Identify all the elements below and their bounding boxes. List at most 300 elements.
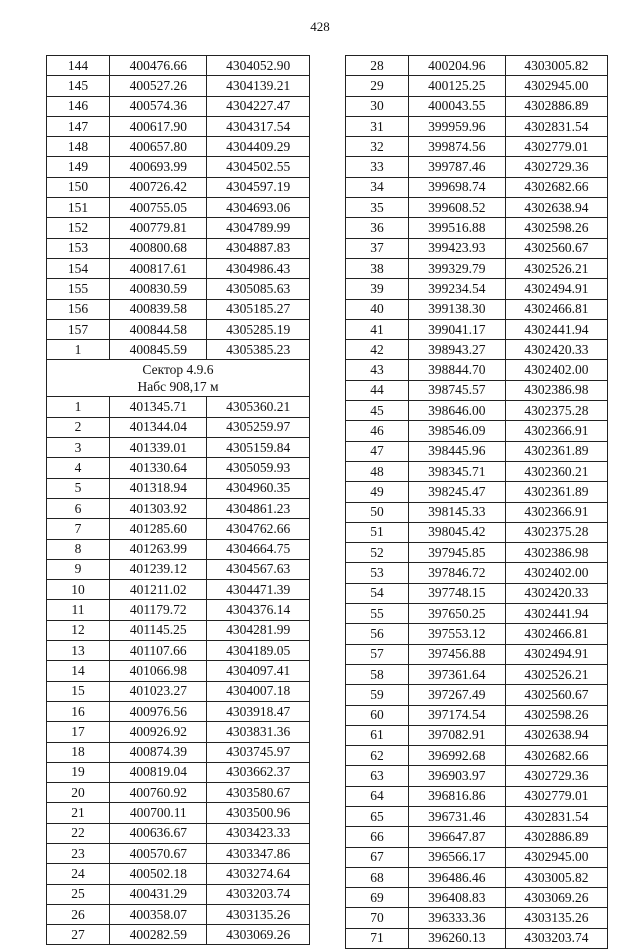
y-coordinate-cell: 4302361.89 (505, 482, 607, 502)
x-coordinate-cell: 400358.07 (110, 904, 207, 924)
x-coordinate-cell: 400800.68 (110, 238, 207, 258)
y-coordinate-cell: 4302560.67 (505, 238, 607, 258)
table-row (346, 908, 608, 928)
table-row (47, 864, 310, 884)
table-row (47, 438, 310, 458)
x-coordinate-cell: 399423.93 (408, 238, 505, 258)
x-coordinate-cell: 400693.99 (110, 157, 207, 177)
point-number-cell: 156 (47, 299, 110, 319)
point-number-cell: 18 (47, 742, 110, 762)
right-coordinates-table (345, 55, 608, 949)
y-coordinate-cell: 4302366.91 (505, 421, 607, 441)
x-coordinate-cell: 398646.00 (408, 401, 505, 421)
point-number-cell: 26 (47, 904, 110, 924)
x-coordinate-cell: 399787.46 (408, 157, 505, 177)
point-number-cell: 47 (346, 441, 409, 461)
x-coordinate-cell: 400874.39 (110, 742, 207, 762)
table-row (346, 583, 608, 603)
table-row (346, 218, 608, 238)
x-coordinate-cell: 398943.27 (408, 340, 505, 360)
y-coordinate-cell: 4302831.54 (505, 806, 607, 826)
point-number-cell: 149 (47, 157, 110, 177)
table-row (47, 238, 310, 258)
point-number-cell: 157 (47, 319, 110, 339)
y-coordinate-cell: 4304693.06 (207, 198, 310, 218)
table-row (47, 397, 310, 417)
table-row (346, 76, 608, 96)
table-row (346, 116, 608, 136)
point-number-cell: 144 (47, 56, 110, 76)
table-row (47, 458, 310, 478)
y-coordinate-cell: 4304960.35 (207, 478, 310, 498)
y-coordinate-cell: 4302420.33 (505, 583, 607, 603)
y-coordinate-cell: 4303203.74 (505, 928, 607, 948)
table-row (346, 401, 608, 421)
point-number-cell: 55 (346, 604, 409, 624)
point-number-cell: 71 (346, 928, 409, 948)
x-coordinate-cell: 401330.64 (110, 458, 207, 478)
table-row (346, 543, 608, 563)
y-coordinate-cell: 4303274.64 (207, 864, 310, 884)
x-coordinate-cell: 398546.09 (408, 421, 505, 441)
x-coordinate-cell: 397748.15 (408, 583, 505, 603)
table-row (47, 319, 310, 339)
y-coordinate-cell: 4302494.91 (505, 644, 607, 664)
x-coordinate-cell: 400700.11 (110, 803, 207, 823)
x-coordinate-cell: 399234.54 (408, 279, 505, 299)
table-row (47, 137, 310, 157)
x-coordinate-cell: 397082.91 (408, 725, 505, 745)
point-number-cell: 5 (47, 478, 110, 498)
y-coordinate-cell: 4302779.01 (505, 137, 607, 157)
table-row (47, 279, 310, 299)
y-coordinate-cell: 4305385.23 (207, 340, 310, 360)
x-coordinate-cell: 398045.42 (408, 522, 505, 542)
x-coordinate-cell: 396731.46 (408, 806, 505, 826)
x-coordinate-cell: 400125.25 (408, 76, 505, 96)
y-coordinate-cell: 4304861.23 (207, 498, 310, 518)
x-coordinate-cell: 401339.01 (110, 438, 207, 458)
x-coordinate-cell: 401285.60 (110, 519, 207, 539)
point-number-cell: 153 (47, 238, 110, 258)
y-coordinate-cell: 4304664.75 (207, 539, 310, 559)
y-coordinate-cell: 4305085.63 (207, 279, 310, 299)
y-coordinate-cell: 4303423.33 (207, 823, 310, 843)
table-row (346, 380, 608, 400)
y-coordinate-cell: 4304597.19 (207, 177, 310, 197)
y-coordinate-cell: 4302402.00 (505, 563, 607, 583)
x-coordinate-cell: 396333.36 (408, 908, 505, 928)
point-number-cell: 148 (47, 137, 110, 157)
y-coordinate-cell: 4302441.94 (505, 604, 607, 624)
table-row (346, 340, 608, 360)
y-coordinate-cell: 4303005.82 (505, 867, 607, 887)
table-row (47, 742, 310, 762)
x-coordinate-cell: 399516.88 (408, 218, 505, 238)
x-coordinate-cell: 400570.67 (110, 843, 207, 863)
point-number-cell: 66 (346, 827, 409, 847)
table-row (346, 664, 608, 684)
point-number-cell: 8 (47, 539, 110, 559)
y-coordinate-cell: 4304097.41 (207, 661, 310, 681)
x-coordinate-cell: 396816.86 (408, 786, 505, 806)
y-coordinate-cell: 4303069.26 (505, 888, 607, 908)
table-row (346, 766, 608, 786)
x-coordinate-cell: 397174.54 (408, 705, 505, 725)
y-coordinate-cell: 4303745.97 (207, 742, 310, 762)
y-coordinate-cell: 4302779.01 (505, 786, 607, 806)
x-coordinate-cell: 400845.59 (110, 340, 207, 360)
y-coordinate-cell: 4305159.84 (207, 438, 310, 458)
table-row (346, 299, 608, 319)
table-row (47, 340, 310, 360)
table-row (346, 279, 608, 299)
table-row (346, 157, 608, 177)
table-row (346, 644, 608, 664)
x-coordinate-cell: 401211.02 (110, 580, 207, 600)
x-coordinate-cell: 399608.52 (408, 198, 505, 218)
point-number-cell: 19 (47, 762, 110, 782)
point-number-cell: 56 (346, 624, 409, 644)
point-number-cell: 59 (346, 685, 409, 705)
point-number-cell: 61 (346, 725, 409, 745)
x-coordinate-cell: 398445.96 (408, 441, 505, 461)
x-coordinate-cell: 396647.87 (408, 827, 505, 847)
y-coordinate-cell: 4302598.26 (505, 218, 607, 238)
point-number-cell: 31 (346, 116, 409, 136)
x-coordinate-cell: 396408.83 (408, 888, 505, 908)
point-number-cell: 3 (47, 438, 110, 458)
table-row (47, 498, 310, 518)
x-coordinate-cell: 399874.56 (408, 137, 505, 157)
x-coordinate-cell: 400844.58 (110, 319, 207, 339)
point-number-cell: 60 (346, 705, 409, 725)
y-coordinate-cell: 4304567.63 (207, 559, 310, 579)
table-row (47, 519, 310, 539)
point-number-cell: 44 (346, 380, 409, 400)
table-row (47, 783, 310, 803)
y-coordinate-cell: 4302886.89 (505, 96, 607, 116)
y-coordinate-cell: 4302402.00 (505, 360, 607, 380)
table-row (47, 76, 310, 96)
point-number-cell: 68 (346, 867, 409, 887)
x-coordinate-cell: 400726.42 (110, 177, 207, 197)
x-coordinate-cell: 400617.90 (110, 116, 207, 136)
table-row (346, 198, 608, 218)
x-coordinate-cell: 400926.92 (110, 722, 207, 742)
x-coordinate-cell: 400282.59 (110, 925, 207, 945)
left-table-body-after-sector (47, 397, 310, 945)
point-number-cell: 25 (47, 884, 110, 904)
x-coordinate-cell: 400502.18 (110, 864, 207, 884)
point-number-cell: 38 (346, 258, 409, 278)
sector-header-cell (47, 360, 310, 397)
x-coordinate-cell: 401263.99 (110, 539, 207, 559)
table-row (346, 827, 608, 847)
point-number-cell: 20 (47, 783, 110, 803)
point-number-cell: 145 (47, 76, 110, 96)
table-row (47, 177, 310, 197)
x-coordinate-cell: 397361.64 (408, 664, 505, 684)
point-number-cell: 62 (346, 746, 409, 766)
y-coordinate-cell: 4305285.19 (207, 319, 310, 339)
table-row (47, 823, 310, 843)
x-coordinate-cell: 401303.92 (110, 498, 207, 518)
x-coordinate-cell: 400817.61 (110, 258, 207, 278)
y-coordinate-cell: 4303580.67 (207, 783, 310, 803)
table-row (346, 786, 608, 806)
point-number-cell: 43 (346, 360, 409, 380)
point-number-cell: 22 (47, 823, 110, 843)
point-number-cell: 7 (47, 519, 110, 539)
table-row (47, 681, 310, 701)
point-number-cell: 150 (47, 177, 110, 197)
x-coordinate-cell: 398745.57 (408, 380, 505, 400)
point-number-cell: 1 (47, 397, 110, 417)
y-coordinate-cell: 4304887.83 (207, 238, 310, 258)
y-coordinate-cell: 4302361.89 (505, 441, 607, 461)
point-number-cell: 34 (346, 177, 409, 197)
table-row (47, 661, 310, 681)
table-row (346, 56, 608, 76)
x-coordinate-cell: 401066.98 (110, 661, 207, 681)
y-coordinate-cell: 4302375.28 (505, 401, 607, 421)
table-row (346, 685, 608, 705)
x-coordinate-cell: 400043.55 (408, 96, 505, 116)
x-coordinate-cell: 397846.72 (408, 563, 505, 583)
table-row (47, 641, 310, 661)
x-coordinate-cell: 397945.85 (408, 543, 505, 563)
x-coordinate-cell: 401345.71 (110, 397, 207, 417)
x-coordinate-cell: 400574.36 (110, 96, 207, 116)
y-coordinate-cell: 4302494.91 (505, 279, 607, 299)
table-row (346, 624, 608, 644)
point-number-cell: 151 (47, 198, 110, 218)
point-number-cell: 12 (47, 620, 110, 640)
table-row (47, 96, 310, 116)
point-number-cell: 51 (346, 522, 409, 542)
point-number-cell: 45 (346, 401, 409, 421)
table-row (47, 904, 310, 924)
point-number-cell: 39 (346, 279, 409, 299)
y-coordinate-cell: 4302466.81 (505, 299, 607, 319)
left-table-body-before-sector (47, 56, 310, 360)
y-coordinate-cell: 4305185.27 (207, 299, 310, 319)
table-row (346, 258, 608, 278)
point-number-cell: 146 (47, 96, 110, 116)
y-coordinate-cell: 4303135.26 (505, 908, 607, 928)
table-row (47, 620, 310, 640)
y-coordinate-cell: 4302638.94 (505, 198, 607, 218)
sector-header (47, 360, 310, 397)
table-row (346, 482, 608, 502)
point-number-cell: 1 (47, 340, 110, 360)
y-coordinate-cell: 4302526.21 (505, 258, 607, 278)
x-coordinate-cell: 396486.46 (408, 867, 505, 887)
point-number-cell: 21 (47, 803, 110, 823)
x-coordinate-cell: 401179.72 (110, 600, 207, 620)
y-coordinate-cell: 4303831.36 (207, 722, 310, 742)
point-number-cell: 64 (346, 786, 409, 806)
y-coordinate-cell: 4302729.36 (505, 766, 607, 786)
x-coordinate-cell: 399041.17 (408, 319, 505, 339)
y-coordinate-cell: 4302945.00 (505, 847, 607, 867)
table-row (47, 884, 310, 904)
x-coordinate-cell: 400830.59 (110, 279, 207, 299)
y-coordinate-cell: 4302466.81 (505, 624, 607, 644)
x-coordinate-cell: 400779.81 (110, 218, 207, 238)
point-number-cell: 33 (346, 157, 409, 177)
table-row (47, 539, 310, 559)
point-number-cell: 65 (346, 806, 409, 826)
x-coordinate-cell: 398844.70 (408, 360, 505, 380)
point-number-cell: 48 (346, 461, 409, 481)
x-coordinate-cell: 398245.47 (408, 482, 505, 502)
table-row (47, 803, 310, 823)
point-number-cell: 155 (47, 279, 110, 299)
y-coordinate-cell: 4302886.89 (505, 827, 607, 847)
x-coordinate-cell: 398345.71 (408, 461, 505, 481)
table-row (346, 96, 608, 116)
point-number-cell: 15 (47, 681, 110, 701)
y-coordinate-cell: 4304762.66 (207, 519, 310, 539)
y-coordinate-cell: 4303500.96 (207, 803, 310, 823)
point-number-cell: 13 (47, 641, 110, 661)
y-coordinate-cell: 4302360.21 (505, 461, 607, 481)
y-coordinate-cell: 4304189.05 (207, 641, 310, 661)
table-row (47, 478, 310, 498)
table-row (346, 928, 608, 948)
point-number-cell: 6 (47, 498, 110, 518)
x-coordinate-cell: 397456.88 (408, 644, 505, 664)
y-coordinate-cell: 4303347.86 (207, 843, 310, 863)
table-row (47, 258, 310, 278)
point-number-cell: 10 (47, 580, 110, 600)
table-row (47, 116, 310, 136)
table-row (346, 867, 608, 887)
table-row (47, 762, 310, 782)
point-number-cell: 41 (346, 319, 409, 339)
y-coordinate-cell: 4304007.18 (207, 681, 310, 701)
point-number-cell: 58 (346, 664, 409, 684)
y-coordinate-cell: 4302386.98 (505, 543, 607, 563)
table-row (47, 198, 310, 218)
x-coordinate-cell: 400819.04 (110, 762, 207, 782)
y-coordinate-cell: 4302526.21 (505, 664, 607, 684)
sector-subtitle: Набс 908,17 м (137, 379, 219, 395)
point-number-cell: 54 (346, 583, 409, 603)
point-number-cell: 154 (47, 258, 110, 278)
point-number-cell: 2 (47, 417, 110, 437)
y-coordinate-cell: 4303918.47 (207, 701, 310, 721)
point-number-cell: 70 (346, 908, 409, 928)
point-number-cell: 52 (346, 543, 409, 563)
x-coordinate-cell: 401023.27 (110, 681, 207, 701)
y-coordinate-cell: 4303069.26 (207, 925, 310, 945)
point-number-cell: 4 (47, 458, 110, 478)
x-coordinate-cell: 401107.66 (110, 641, 207, 661)
point-number-cell: 23 (47, 843, 110, 863)
y-coordinate-cell: 4302366.91 (505, 502, 607, 522)
point-number-cell: 11 (47, 600, 110, 620)
y-coordinate-cell: 4304052.90 (207, 56, 310, 76)
table-row (346, 502, 608, 522)
y-coordinate-cell: 4304139.21 (207, 76, 310, 96)
x-coordinate-cell: 400527.26 (110, 76, 207, 96)
table-row (346, 360, 608, 380)
point-number-cell: 36 (346, 218, 409, 238)
table-row (47, 600, 310, 620)
y-coordinate-cell: 4302598.26 (505, 705, 607, 725)
x-coordinate-cell: 400755.05 (110, 198, 207, 218)
y-coordinate-cell: 4302638.94 (505, 725, 607, 745)
sector-title: Сектор 4.9.6 (142, 362, 214, 378)
table-row (346, 461, 608, 481)
point-number-cell: 147 (47, 116, 110, 136)
x-coordinate-cell: 401344.04 (110, 417, 207, 437)
x-coordinate-cell: 397553.12 (408, 624, 505, 644)
table-row (346, 441, 608, 461)
x-coordinate-cell: 401318.94 (110, 478, 207, 498)
y-coordinate-cell: 4304281.99 (207, 620, 310, 640)
table-row (346, 847, 608, 867)
y-coordinate-cell: 4304376.14 (207, 600, 310, 620)
table-row (346, 806, 608, 826)
sector-header-row (47, 360, 310, 397)
y-coordinate-cell: 4305360.21 (207, 397, 310, 417)
point-number-cell: 67 (346, 847, 409, 867)
y-coordinate-cell: 4302420.33 (505, 340, 607, 360)
y-coordinate-cell: 4302441.94 (505, 319, 607, 339)
y-coordinate-cell: 4304227.47 (207, 96, 310, 116)
table-row (47, 722, 310, 742)
y-coordinate-cell: 4302945.00 (505, 76, 607, 96)
x-coordinate-cell: 397650.25 (408, 604, 505, 624)
x-coordinate-cell: 400760.92 (110, 783, 207, 803)
table-row (346, 522, 608, 542)
table-row (47, 559, 310, 579)
x-coordinate-cell: 401239.12 (110, 559, 207, 579)
point-number-cell: 69 (346, 888, 409, 908)
x-coordinate-cell: 397267.49 (408, 685, 505, 705)
table-row (47, 157, 310, 177)
point-number-cell: 24 (47, 864, 110, 884)
table-row (346, 563, 608, 583)
x-coordinate-cell: 399138.30 (408, 299, 505, 319)
point-number-cell: 29 (346, 76, 409, 96)
page-number: 428 (310, 19, 330, 34)
x-coordinate-cell: 399698.74 (408, 177, 505, 197)
x-coordinate-cell: 396903.97 (408, 766, 505, 786)
x-coordinate-cell: 399959.96 (408, 116, 505, 136)
x-coordinate-cell: 400476.66 (110, 56, 207, 76)
point-number-cell: 30 (346, 96, 409, 116)
point-number-cell: 152 (47, 218, 110, 238)
y-coordinate-cell: 4302560.67 (505, 685, 607, 705)
x-coordinate-cell: 400431.29 (110, 884, 207, 904)
y-coordinate-cell: 4304409.29 (207, 137, 310, 157)
table-row (346, 319, 608, 339)
table-row (47, 701, 310, 721)
right-table-body (346, 56, 608, 949)
y-coordinate-cell: 4305059.93 (207, 458, 310, 478)
y-coordinate-cell: 4304502.55 (207, 157, 310, 177)
point-number-cell: 32 (346, 137, 409, 157)
y-coordinate-cell: 4303135.26 (207, 904, 310, 924)
table-row (346, 177, 608, 197)
table-row (47, 218, 310, 238)
point-number-cell: 46 (346, 421, 409, 441)
